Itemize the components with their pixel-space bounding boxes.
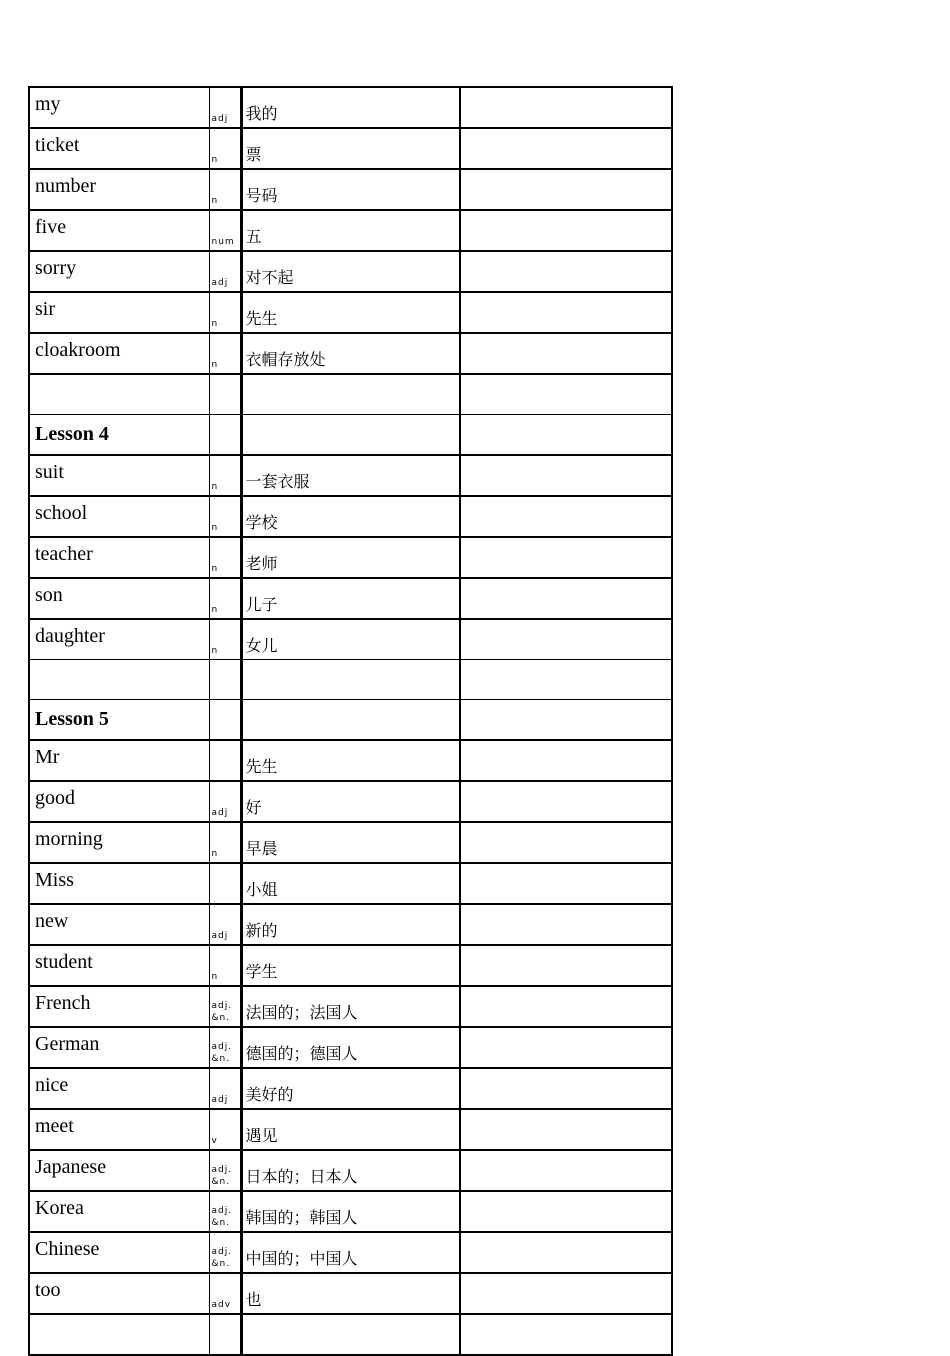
meaning-cell: 一套衣服 <box>241 455 460 496</box>
part-of-speech-cell: n <box>209 169 241 210</box>
vocab-row <box>29 251 672 292</box>
blank-notes-cell <box>460 660 672 700</box>
part-of-speech-cell: adj <box>209 781 241 822</box>
vocab-row <box>29 169 672 210</box>
blank-notes-cell <box>460 1314 672 1355</box>
blank-notes-cell <box>460 578 672 619</box>
part-of-speech-cell: n <box>209 128 241 169</box>
vocabulary-table-body <box>29 87 672 1355</box>
word-cell: German <box>29 1027 209 1068</box>
vocab-row <box>29 863 672 904</box>
blank-row <box>29 374 672 415</box>
word-cell: Mr <box>29 740 209 781</box>
word-cell: French <box>29 986 209 1027</box>
part-of-speech-cell <box>209 660 241 700</box>
meaning-cell: 票 <box>241 128 460 169</box>
vocab-row <box>29 333 672 374</box>
blank-row <box>29 660 672 700</box>
vocab-row <box>29 1191 672 1232</box>
vocab-row <box>29 128 672 169</box>
blank-notes-cell <box>460 455 672 496</box>
vocab-row <box>29 945 672 986</box>
vocab-row <box>29 1273 672 1314</box>
blank-notes-cell <box>460 251 672 292</box>
meaning-cell <box>241 415 460 456</box>
word-cell: daughter <box>29 619 209 660</box>
meaning-cell: 韩国的；韩国人 <box>241 1191 460 1232</box>
blank-notes-cell <box>460 415 672 456</box>
blank-notes-cell <box>460 904 672 945</box>
blank-notes-cell <box>460 740 672 781</box>
word-cell <box>29 1314 209 1355</box>
word-cell: student <box>29 945 209 986</box>
part-of-speech-cell: adv <box>209 1273 241 1314</box>
blank-notes-cell <box>460 700 672 741</box>
part-of-speech-cell: adj <box>209 87 241 128</box>
vocab-row <box>29 496 672 537</box>
vocab-row <box>29 455 672 496</box>
vocab-row <box>29 537 672 578</box>
part-of-speech-cell <box>209 740 241 781</box>
vocab-row <box>29 740 672 781</box>
vocab-row <box>29 904 672 945</box>
meaning-cell: 法国的；法国人 <box>241 986 460 1027</box>
vocab-row <box>29 1150 672 1191</box>
meaning-cell: 遇见 <box>241 1109 460 1150</box>
vocab-row <box>29 578 672 619</box>
meaning-cell: 学校 <box>241 496 460 537</box>
part-of-speech-cell <box>209 700 241 741</box>
blank-notes-cell <box>460 210 672 251</box>
blank-notes-cell <box>460 1068 672 1109</box>
part-of-speech-cell: n <box>209 822 241 863</box>
meaning-cell: 女儿 <box>241 619 460 660</box>
word-cell: meet <box>29 1109 209 1150</box>
blank-notes-cell <box>460 333 672 374</box>
vocab-row <box>29 619 672 660</box>
vocab-row <box>29 210 672 251</box>
word-cell: five <box>29 210 209 251</box>
vocab-row <box>29 1027 672 1068</box>
word-cell: good <box>29 781 209 822</box>
word-cell: Miss <box>29 863 209 904</box>
word-cell: school <box>29 496 209 537</box>
part-of-speech-cell: v <box>209 1109 241 1150</box>
meaning-cell: 对不起 <box>241 251 460 292</box>
blank-notes-cell <box>460 781 672 822</box>
vocab-row <box>29 1068 672 1109</box>
word-cell: sir <box>29 292 209 333</box>
word-cell: Korea <box>29 1191 209 1232</box>
meaning-cell: 老师 <box>241 537 460 578</box>
part-of-speech-cell: n <box>209 578 241 619</box>
blank-notes-cell <box>460 169 672 210</box>
word-cell: Japanese <box>29 1150 209 1191</box>
part-of-speech-cell: adj. &n. <box>209 986 241 1027</box>
part-of-speech-cell: adj <box>209 904 241 945</box>
meaning-cell: 早晨 <box>241 822 460 863</box>
blank-notes-cell <box>460 619 672 660</box>
meaning-cell: 小姐 <box>241 863 460 904</box>
part-of-speech-cell: adj. &n. <box>209 1191 241 1232</box>
part-of-speech-cell: adj. &n. <box>209 1027 241 1068</box>
meaning-cell: 五 <box>241 210 460 251</box>
meaning-cell: 德国的；德国人 <box>241 1027 460 1068</box>
meaning-cell <box>241 374 460 415</box>
part-of-speech-cell: n <box>209 455 241 496</box>
vocabulary-table <box>28 86 673 1356</box>
meaning-cell: 我的 <box>241 87 460 128</box>
word-cell: too <box>29 1273 209 1314</box>
word-cell: nice <box>29 1068 209 1109</box>
blank-notes-cell <box>460 1027 672 1068</box>
blank-notes-cell <box>460 537 672 578</box>
meaning-cell <box>241 660 460 700</box>
vocab-row <box>29 87 672 128</box>
blank-row <box>29 1314 672 1355</box>
vocab-row <box>29 1232 672 1273</box>
word-cell: ticket <box>29 128 209 169</box>
word-cell: cloakroom <box>29 333 209 374</box>
word-cell: suit <box>29 455 209 496</box>
meaning-cell: 也 <box>241 1273 460 1314</box>
meaning-cell: 美好的 <box>241 1068 460 1109</box>
blank-notes-cell <box>460 87 672 128</box>
meaning-cell: 学生 <box>241 945 460 986</box>
part-of-speech-cell <box>209 374 241 415</box>
part-of-speech-cell: adj <box>209 1068 241 1109</box>
vocab-row <box>29 986 672 1027</box>
word-cell: my <box>29 87 209 128</box>
blank-notes-cell <box>460 128 672 169</box>
blank-notes-cell <box>460 822 672 863</box>
blank-notes-cell <box>460 1109 672 1150</box>
blank-notes-cell <box>460 1150 672 1191</box>
word-cell <box>29 660 209 700</box>
blank-notes-cell <box>460 986 672 1027</box>
blank-notes-cell <box>460 374 672 415</box>
meaning-cell: 好 <box>241 781 460 822</box>
meaning-cell: 新的 <box>241 904 460 945</box>
vocab-row <box>29 822 672 863</box>
word-cell: morning <box>29 822 209 863</box>
meaning-cell <box>241 700 460 741</box>
vocab-row <box>29 1109 672 1150</box>
word-cell: number <box>29 169 209 210</box>
lesson-header-row <box>29 700 672 741</box>
meaning-cell: 日本的；日本人 <box>241 1150 460 1191</box>
word-cell <box>29 374 209 415</box>
vocab-row <box>29 292 672 333</box>
blank-notes-cell <box>460 1232 672 1273</box>
meaning-cell: 中国的；中国人 <box>241 1232 460 1273</box>
lesson-header-row <box>29 415 672 456</box>
part-of-speech-cell: n <box>209 333 241 374</box>
lesson-title: Lesson 4 <box>29 415 209 456</box>
blank-notes-cell <box>460 1273 672 1314</box>
blank-notes-cell <box>460 1191 672 1232</box>
part-of-speech-cell <box>209 415 241 456</box>
blank-notes-cell <box>460 945 672 986</box>
part-of-speech-cell: n <box>209 619 241 660</box>
blank-notes-cell <box>460 496 672 537</box>
part-of-speech-cell: n <box>209 945 241 986</box>
blank-notes-cell <box>460 863 672 904</box>
word-cell: son <box>29 578 209 619</box>
word-cell: sorry <box>29 251 209 292</box>
part-of-speech-cell: adj <box>209 251 241 292</box>
part-of-speech-cell: n <box>209 537 241 578</box>
word-cell: new <box>29 904 209 945</box>
meaning-cell: 先生 <box>241 740 460 781</box>
part-of-speech-cell: adj. &n. <box>209 1232 241 1273</box>
meaning-cell: 先生 <box>241 292 460 333</box>
part-of-speech-cell: num <box>209 210 241 251</box>
blank-notes-cell <box>460 292 672 333</box>
word-cell: teacher <box>29 537 209 578</box>
meaning-cell: 衣帽存放处 <box>241 333 460 374</box>
part-of-speech-cell: n <box>209 496 241 537</box>
lesson-title: Lesson 5 <box>29 700 209 741</box>
vocab-row <box>29 781 672 822</box>
word-cell: Chinese <box>29 1232 209 1273</box>
part-of-speech-cell: adj. &n. <box>209 1150 241 1191</box>
meaning-cell <box>241 1314 460 1355</box>
meaning-cell: 儿子 <box>241 578 460 619</box>
part-of-speech-cell: n <box>209 292 241 333</box>
meaning-cell: 号码 <box>241 169 460 210</box>
part-of-speech-cell <box>209 1314 241 1355</box>
part-of-speech-cell <box>209 863 241 904</box>
